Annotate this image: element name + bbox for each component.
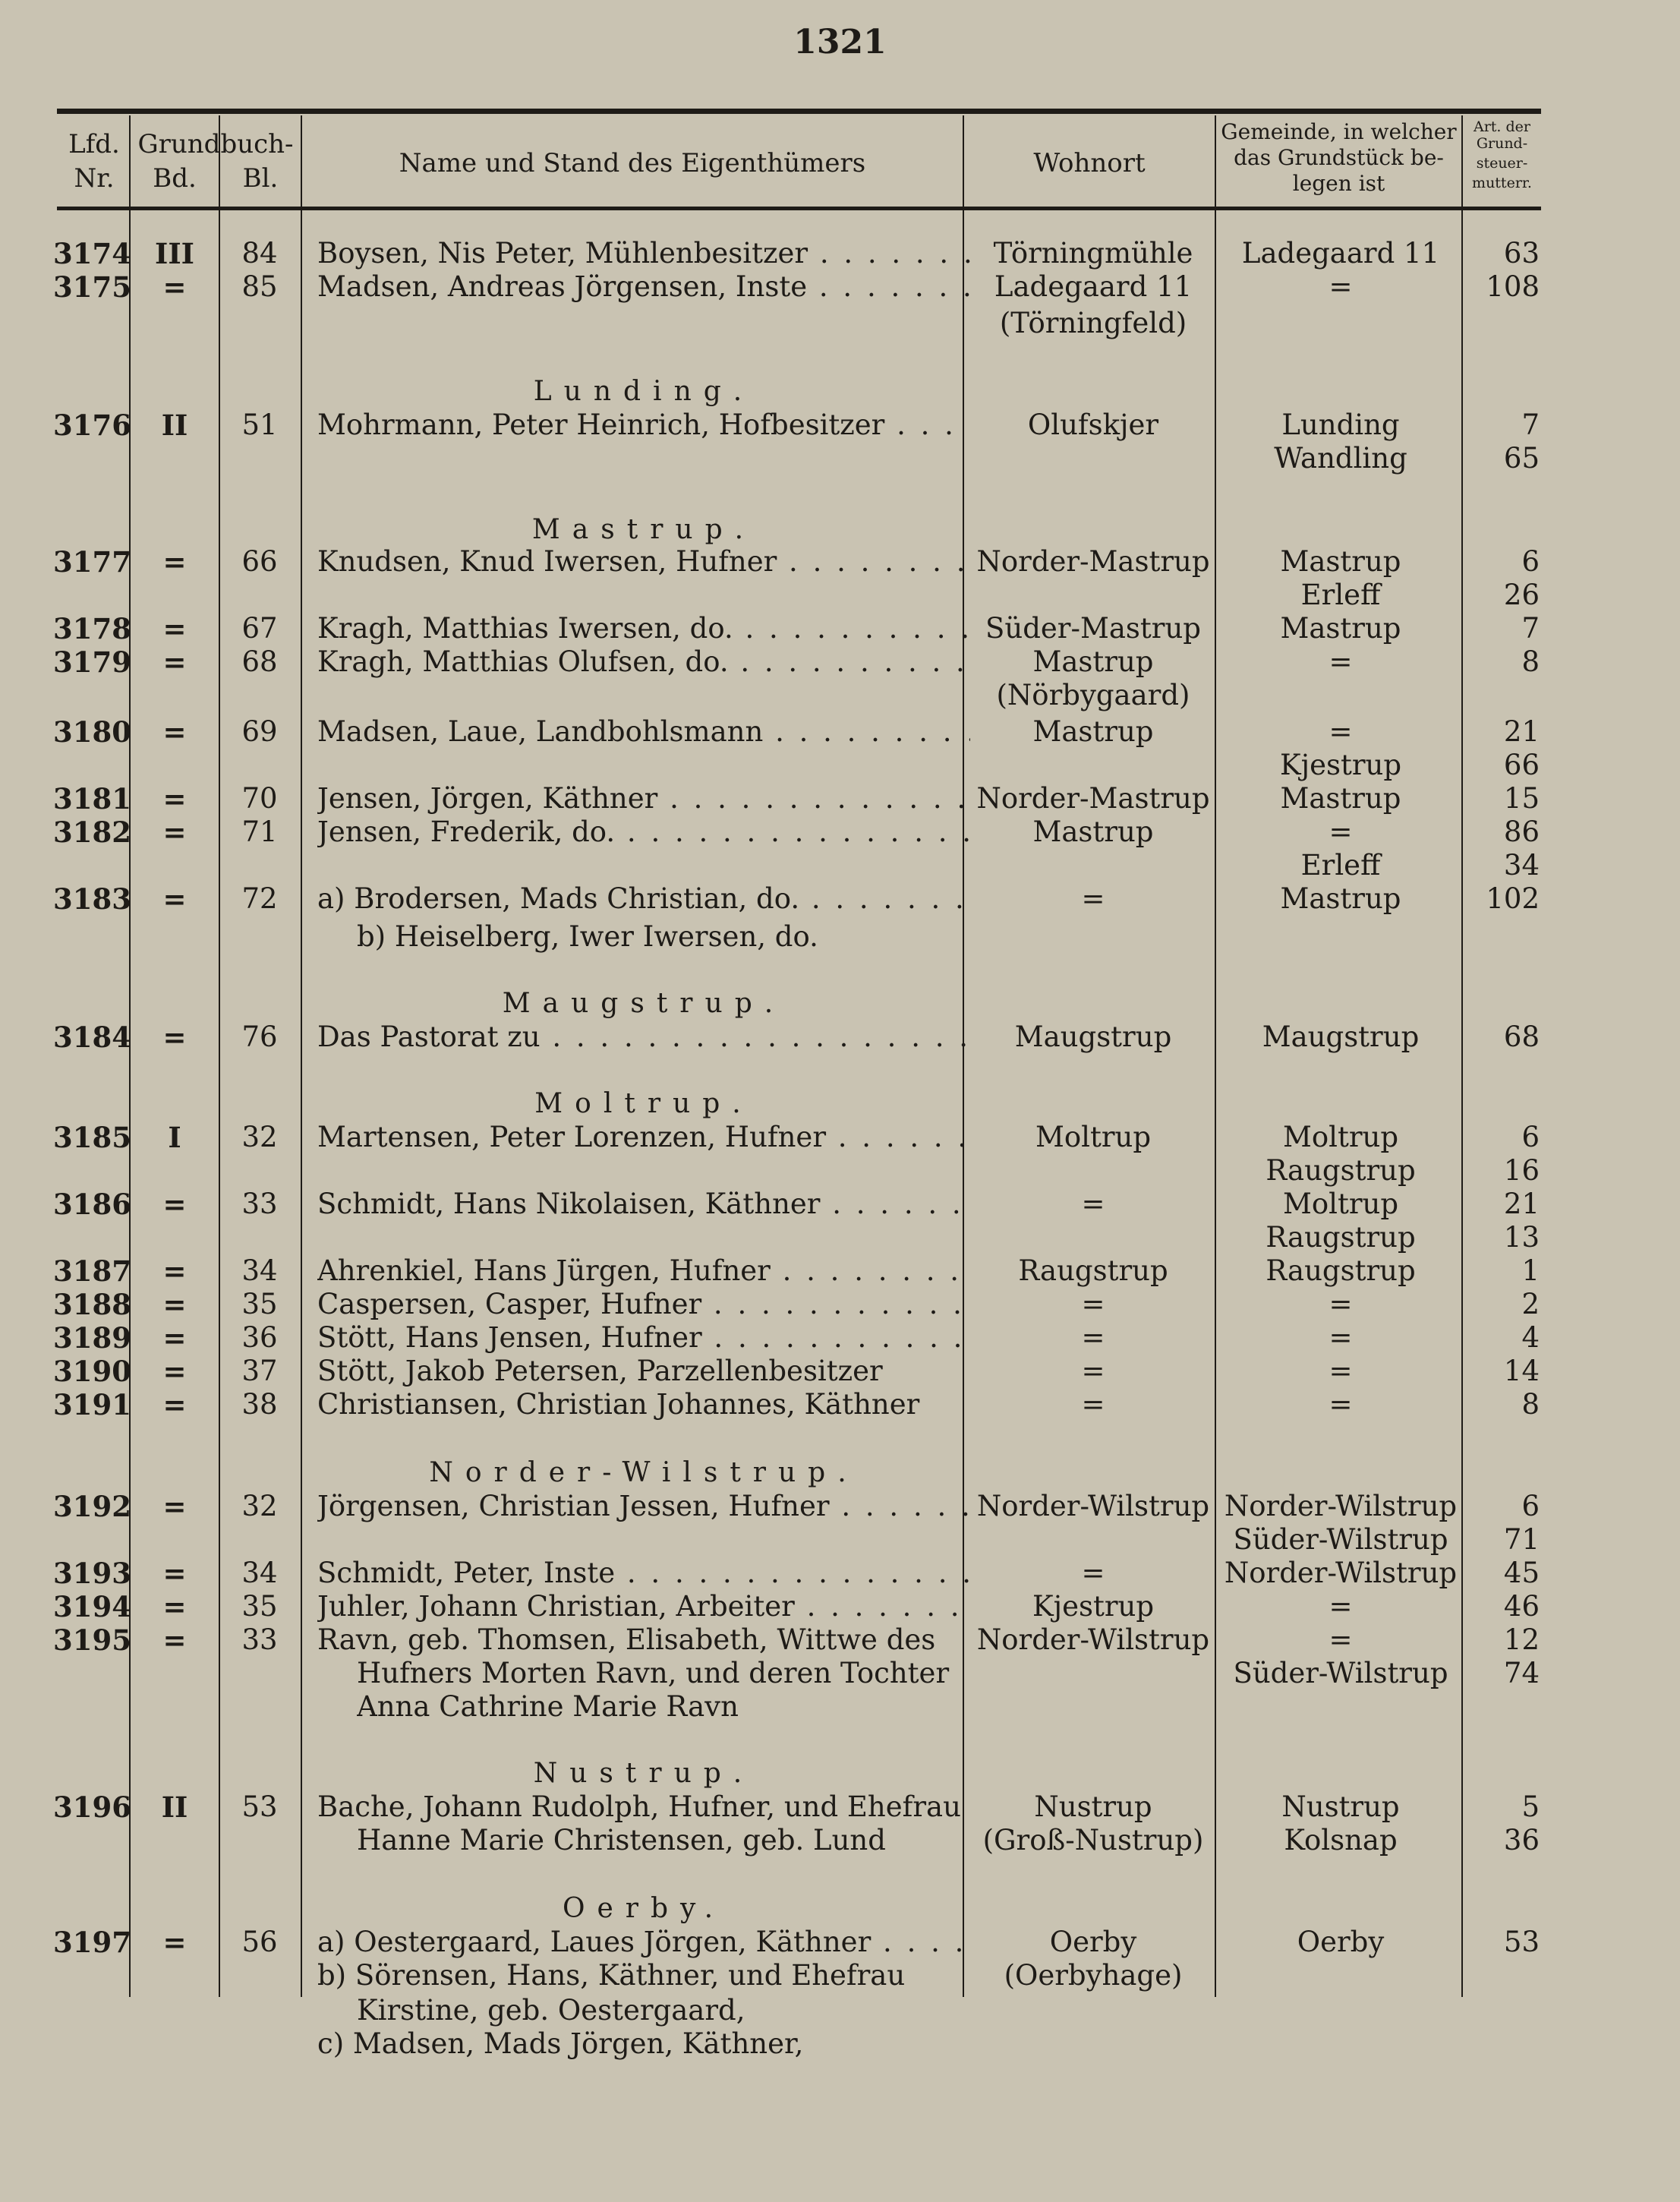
cell-blatt: 35: [241, 1288, 278, 1320]
table-row: [0, 1490, 1680, 1523]
cell-wohnort: =: [1081, 1355, 1105, 1387]
cell-band: =: [162, 612, 187, 645]
cell-artikel: 53: [1503, 1926, 1540, 1958]
cell-gemeinde: Wandling: [1274, 442, 1407, 475]
cell-wohnort: Mastrup: [1032, 815, 1154, 848]
table-row: [0, 307, 1680, 340]
table-row: [0, 545, 1680, 579]
cell-owner-name: Stött, Hans Jensen, Hufner . . .: [317, 1321, 970, 1355]
table-row: [0, 1154, 1680, 1188]
cell-lfd-nr: 3180: [53, 715, 131, 749]
cell-lfd-nr: 3176: [53, 409, 131, 442]
cell-artikel: 66: [1503, 749, 1540, 781]
cell-wohnort: Norder-Wilstrup: [976, 1623, 1210, 1656]
header-gemeinde-line2: das Grundstück be-: [1234, 145, 1444, 170]
cell-gemeinde: =: [1329, 1623, 1353, 1656]
cell-blatt: 35: [241, 1590, 278, 1623]
cell-wohnort: Norder-Wilstrup: [976, 1490, 1210, 1522]
cell-owner-name: Madsen, Laue, Landbohlsmann . . .: [317, 715, 970, 749]
cell-gemeinde: Moltrup: [1282, 1121, 1399, 1153]
cell-gemeinde: =: [1329, 815, 1353, 848]
cell-wohnort: =: [1081, 1188, 1105, 1220]
cell-wohnort: Ladegaard 11: [994, 270, 1193, 303]
cell-artikel: 68: [1503, 1021, 1540, 1053]
cell-gemeinde: Mastrup: [1280, 882, 1401, 915]
cell-band: =: [162, 882, 187, 916]
table-row: [0, 715, 1680, 749]
section-heading: Oerby.: [562, 1893, 726, 1924]
cell-lfd-nr: 3189: [53, 1321, 131, 1355]
cell-wohnort: =: [1081, 1321, 1105, 1354]
table-row: [0, 1557, 1680, 1590]
cell-band: =: [162, 1388, 187, 1421]
cell-gemeinde: =: [1329, 645, 1353, 678]
cell-lfd-nr: 3178: [53, 612, 131, 645]
cell-owner-name: Kirstine, geb. Oestergaard,: [357, 1994, 745, 2027]
cell-gemeinde: Raugstrup: [1266, 1154, 1416, 1187]
cell-blatt: 33: [241, 1188, 278, 1220]
header-bd: Bd.: [153, 163, 197, 194]
cell-gemeinde: =: [1329, 1388, 1353, 1421]
table-row: [0, 1590, 1680, 1623]
cell-blatt: 85: [241, 270, 278, 303]
cell-owner-name: Mohrmann, Peter Heinrich, Hofbesitzer . . .: [317, 409, 970, 442]
table-row: [0, 645, 1680, 679]
cell-gemeinde: =: [1329, 1355, 1353, 1387]
cell-artikel: 108: [1486, 270, 1540, 303]
cell-artikel: 5: [1521, 1790, 1540, 1823]
cell-gemeinde: Erleff: [1300, 579, 1381, 611]
table-row: [0, 1355, 1680, 1388]
cell-band: =: [162, 1355, 187, 1388]
cell-wohnort: Kjestrup: [1032, 1590, 1155, 1623]
table-row: [0, 749, 1680, 782]
cell-artikel: 6: [1521, 1121, 1540, 1153]
table-row: [0, 1690, 1680, 1724]
cell-band: =: [162, 270, 187, 304]
cell-artikel: 21: [1503, 1188, 1540, 1220]
cell-wohnort: Norder-Mastrup: [976, 545, 1210, 578]
cell-gemeinde: Mastrup: [1280, 612, 1401, 645]
cell-owner-name: c) Madsen, Mads Jörgen, Käthner,: [317, 2027, 804, 2060]
cell-band: I: [168, 1121, 181, 1154]
cell-owner-name: Jensen, Frederik, do. . . .: [317, 815, 970, 849]
cell-artikel: 34: [1503, 849, 1540, 882]
cell-artikel: 45: [1503, 1557, 1540, 1589]
cell-gemeinde: Lunding: [1281, 409, 1400, 441]
header-nr: Nr.: [74, 163, 115, 194]
cell-artikel: 12: [1503, 1623, 1540, 1656]
cell-artikel: 4: [1521, 1321, 1540, 1354]
table-row: [0, 1188, 1680, 1221]
header-art-line1: Art. der: [1473, 118, 1530, 135]
cell-band: =: [162, 1623, 187, 1657]
cell-band: =: [162, 782, 187, 815]
cell-owner-name: Madsen, Andreas Jörgensen, Inste . . .: [317, 270, 970, 304]
cell-artikel: 63: [1503, 237, 1540, 270]
cell-blatt: 36: [241, 1321, 278, 1354]
cell-blatt: 71: [241, 815, 278, 848]
section-heading-row: [0, 1757, 1680, 1790]
table-row: [0, 920, 1680, 954]
section-heading: Lunding.: [533, 376, 755, 407]
section-heading: Mastrup.: [531, 514, 756, 545]
cell-blatt: 66: [241, 545, 278, 578]
cell-artikel: 8: [1521, 1388, 1540, 1421]
cell-lfd-nr: 3192: [53, 1490, 131, 1523]
cell-wohnort: Oerby: [1049, 1926, 1137, 1958]
section-heading-row: [0, 513, 1680, 547]
cell-wohnort: Törningmühle: [993, 237, 1193, 270]
cell-owner-name: Anna Cathrine Marie Ravn: [357, 1690, 739, 1723]
cell-wohnort: (Törningfeld): [999, 307, 1187, 339]
cell-blatt: 53: [241, 1790, 278, 1823]
cell-lfd-nr: 3194: [53, 1590, 131, 1623]
cell-blatt: 76: [241, 1021, 278, 1053]
cell-gemeinde: Süder-Wilstrup: [1233, 1657, 1448, 1689]
cell-wohnort: Mastrup: [1032, 715, 1154, 748]
table-row: [0, 1321, 1680, 1355]
table-row: [0, 409, 1680, 442]
cell-lfd-nr: 3195: [53, 1623, 131, 1657]
cell-artikel: 26: [1503, 579, 1540, 611]
section-heading: Moltrup.: [534, 1088, 753, 1119]
table-row: [0, 237, 1680, 270]
cell-band: II: [161, 1790, 188, 1824]
table-row: [0, 1254, 1680, 1288]
header-wohnort: Wohnort: [1033, 148, 1146, 178]
cell-owner-name: Schmidt, Hans Nikolaisen, Käthner . . .: [317, 1188, 970, 1221]
cell-owner-name: a) Brodersen, Mads Christian, do. . . .: [317, 882, 970, 916]
section-heading-row: [0, 1087, 1680, 1121]
table-row: [0, 1221, 1680, 1254]
cell-owner-name: Kragh, Matthias Iwersen, do. . . .: [317, 612, 970, 645]
cell-artikel: 16: [1503, 1154, 1540, 1187]
table-row: [0, 1388, 1680, 1421]
cell-wohnort: Raugstrup: [1018, 1254, 1168, 1287]
cell-wohnort: Nustrup: [1034, 1790, 1152, 1823]
table-row: [0, 1959, 1680, 1992]
cell-gemeinde: Kjestrup: [1279, 749, 1402, 781]
cell-artikel: 14: [1503, 1355, 1540, 1387]
table-row: [0, 1824, 1680, 1857]
cell-lfd-nr: 3174: [53, 237, 131, 270]
cell-lfd-nr: 3177: [53, 545, 131, 579]
cell-blatt: 37: [241, 1355, 278, 1387]
cell-lfd-nr: 3179: [53, 645, 131, 679]
table-row: [0, 442, 1680, 475]
cell-blatt: 69: [241, 715, 278, 748]
table-row: [0, 1523, 1680, 1557]
cell-wohnort: =: [1081, 1288, 1105, 1320]
cell-owner-name: Martensen, Peter Lorenzen, Hufner . . .: [317, 1121, 970, 1154]
cell-artikel: 65: [1503, 442, 1540, 475]
cell-lfd-nr: 3188: [53, 1288, 131, 1321]
cell-artikel: 15: [1503, 782, 1540, 815]
table-row: [0, 882, 1680, 916]
cell-band: =: [162, 1557, 187, 1590]
cell-gemeinde: Raugstrup: [1266, 1254, 1416, 1287]
cell-wohnort: Süder-Mastrup: [985, 612, 1201, 645]
cell-owner-name: Christiansen, Christian Johannes, Käthner: [317, 1388, 920, 1421]
cell-lfd-nr: 3182: [53, 815, 131, 849]
cell-gemeinde: =: [1329, 1590, 1353, 1623]
cell-owner-name: Hanne Marie Christensen, geb. Lund: [357, 1824, 886, 1857]
cell-blatt: 70: [241, 782, 278, 815]
cell-gemeinde: =: [1329, 1321, 1353, 1354]
header-art-line3: steuer-: [1476, 155, 1528, 172]
cell-lfd-nr: 3181: [53, 782, 131, 815]
cell-band: =: [162, 715, 187, 749]
cell-gemeinde: Raugstrup: [1266, 1221, 1416, 1254]
cell-artikel: 8: [1521, 645, 1540, 678]
cell-gemeinde: =: [1329, 715, 1353, 748]
cell-blatt: 34: [241, 1254, 278, 1287]
cell-wohnort: (Oerbyhage): [1004, 1959, 1183, 1992]
header-grundbuch: Grundbuch-: [137, 129, 294, 159]
cell-owner-name: b) Heiselberg, Iwer Iwersen, do.: [357, 920, 818, 953]
table-row: [0, 1121, 1680, 1154]
cell-gemeinde: Nustrup: [1281, 1790, 1400, 1823]
cell-artikel: 2: [1521, 1288, 1540, 1320]
cell-gemeinde: Oerby: [1297, 1926, 1385, 1958]
cell-band: =: [162, 1490, 187, 1523]
cell-blatt: 68: [241, 645, 278, 678]
cell-blatt: 56: [241, 1926, 278, 1958]
cell-owner-name: Caspersen, Casper, Hufner . . .: [317, 1288, 970, 1321]
header-gemeinde-line3: legen ist: [1292, 171, 1385, 196]
cell-lfd-nr: 3175: [53, 270, 131, 304]
cell-blatt: 84: [241, 237, 278, 270]
cell-owner-name: b) Sörensen, Hans, Käthner, und Ehefrau: [317, 1959, 906, 1992]
cell-owner-name: Knudsen, Knud Iwersen, Hufner . . .: [317, 545, 970, 579]
cell-gemeinde: Mastrup: [1280, 782, 1401, 815]
cell-gemeinde: Ladegaard 11: [1241, 237, 1440, 270]
header-lfd: Lfd.: [68, 129, 120, 159]
cell-band: =: [162, 1288, 187, 1321]
cell-owner-name: Schmidt, Peter, Inste . . .: [317, 1557, 970, 1590]
table-row: [0, 1790, 1680, 1824]
cell-band: =: [162, 1188, 187, 1221]
cell-wohnort: Mastrup: [1032, 645, 1154, 678]
cell-blatt: 51: [241, 409, 278, 441]
cell-wohnort: =: [1081, 882, 1105, 915]
cell-blatt: 72: [241, 882, 278, 915]
cell-owner-name: Jörgensen, Christian Jessen, Hufner . . .: [317, 1490, 970, 1523]
cell-band: =: [162, 1021, 187, 1054]
cell-artikel: 6: [1521, 1490, 1540, 1522]
cell-artikel: 46: [1503, 1590, 1540, 1623]
cell-band: =: [162, 815, 187, 849]
cell-gemeinde: =: [1329, 1288, 1353, 1320]
cell-blatt: 34: [241, 1557, 278, 1589]
cell-blatt: 67: [241, 612, 278, 645]
section-heading-row: [0, 987, 1680, 1021]
table-row: [0, 1657, 1680, 1690]
cell-lfd-nr: 3193: [53, 1557, 131, 1590]
cell-artikel: 7: [1521, 409, 1540, 441]
table-row: [0, 679, 1680, 712]
cell-owner-name: Jensen, Jörgen, Käthner . . .: [317, 782, 970, 815]
cell-gemeinde: Maugstrup: [1262, 1021, 1420, 1053]
cell-blatt: 32: [241, 1121, 278, 1153]
cell-artikel: 86: [1503, 815, 1540, 848]
cell-gemeinde: Kolsnap: [1284, 1824, 1398, 1857]
table-row: [0, 782, 1680, 815]
cell-artikel: 1: [1521, 1254, 1540, 1287]
cell-owner-name: Das Pastorat zu . . .: [317, 1021, 970, 1054]
cell-band: =: [162, 1321, 187, 1355]
cell-wohnort: Olufskjer: [1027, 409, 1159, 441]
cell-wohnort: (Groß-Nustrup): [982, 1824, 1204, 1857]
table-row: [0, 1021, 1680, 1054]
cell-wohnort: Maugstrup: [1014, 1021, 1172, 1053]
cell-lfd-nr: 3184: [53, 1021, 131, 1054]
cell-gemeinde: Norder-Wilstrup: [1224, 1557, 1458, 1589]
cell-blatt: 32: [241, 1490, 278, 1522]
cell-band: =: [162, 1590, 187, 1623]
cell-blatt: 33: [241, 1623, 278, 1656]
header-art-line4: mutterr.: [1472, 175, 1532, 191]
header-bl: Bl.: [242, 163, 279, 194]
cell-wohnort: (Nörbygaard): [996, 679, 1190, 711]
header-name: Name und Stand des Eigenthümers: [399, 148, 866, 178]
section-heading-row: [0, 375, 1680, 409]
cell-blatt: 38: [241, 1388, 278, 1421]
cell-owner-name: Ravn, geb. Thomsen, Elisabeth, Wittwe des: [317, 1623, 936, 1656]
cell-gemeinde: =: [1329, 270, 1353, 303]
cell-lfd-nr: 3191: [53, 1388, 131, 1421]
cell-gemeinde: Mastrup: [1280, 545, 1401, 578]
table-row: [0, 1926, 1680, 1959]
cell-artikel: 102: [1486, 882, 1540, 915]
cell-lfd-nr: 3183: [53, 882, 131, 916]
cell-artikel: 74: [1503, 1657, 1540, 1689]
cell-lfd-nr: 3197: [53, 1926, 131, 1959]
header-art-line2: Grund-: [1476, 135, 1528, 152]
cell-owner-name: Stött, Jakob Petersen, Parzellenbesitzer: [317, 1355, 883, 1387]
cell-owner-name: a) Oestergaard, Laues Jörgen, Käthner . . .: [317, 1926, 970, 1959]
cell-wohnort: Norder-Mastrup: [976, 782, 1210, 815]
cell-gemeinde: Norder-Wilstrup: [1224, 1490, 1458, 1522]
cell-wohnort: =: [1081, 1388, 1105, 1421]
section-heading-row: [0, 1456, 1680, 1490]
table-row: [0, 849, 1680, 882]
cell-owner-name: Juhler, Johann Christian, Arbeiter . . .: [317, 1590, 970, 1623]
cell-lfd-nr: 3187: [53, 1254, 131, 1288]
cell-band: III: [155, 237, 194, 270]
cell-owner-name: Hufners Morten Ravn, und deren Tochter: [357, 1657, 950, 1689]
cell-artikel: 6: [1521, 545, 1540, 578]
table-row: [0, 579, 1680, 612]
cell-artikel: 71: [1503, 1523, 1540, 1556]
cell-artikel: 21: [1503, 715, 1540, 748]
cell-owner-name: Boysen, Nis Peter, Mühlenbesitzer . . .: [317, 237, 970, 270]
section-heading-row: [0, 1892, 1680, 1926]
cell-gemeinde: Erleff: [1300, 849, 1381, 882]
cell-gemeinde: Süder-Wilstrup: [1233, 1523, 1448, 1556]
table-row: [0, 815, 1680, 849]
section-heading: Nustrup.: [533, 1758, 755, 1789]
cell-band: =: [162, 1926, 187, 1959]
cell-owner-name: Ahrenkiel, Hans Jürgen, Hufner . . .: [317, 1254, 970, 1288]
cell-gemeinde: Moltrup: [1282, 1188, 1399, 1220]
section-heading: Norder-Wilstrup.: [429, 1457, 859, 1488]
table-row: [0, 2027, 1680, 2061]
cell-lfd-nr: 3196: [53, 1790, 131, 1824]
cell-owner-name: Bache, Johann Rudolph, Hufner, und Ehefrau: [317, 1790, 961, 1823]
cell-artikel: 36: [1503, 1824, 1540, 1857]
cell-wohnort: =: [1081, 1557, 1105, 1589]
cell-lfd-nr: 3190: [53, 1355, 131, 1388]
page-number: 1321: [793, 23, 887, 62]
table-row: [0, 1994, 1680, 2027]
table-row: [0, 612, 1680, 645]
cell-wohnort: Moltrup: [1035, 1121, 1152, 1153]
table-row: [0, 1623, 1680, 1657]
table-row: [0, 1288, 1680, 1321]
section-heading: Maugstrup.: [502, 988, 786, 1019]
cell-lfd-nr: 3185: [53, 1121, 131, 1154]
table-row: [0, 270, 1680, 304]
cell-lfd-nr: 3186: [53, 1188, 131, 1221]
cell-band: II: [161, 409, 188, 442]
cell-band: =: [162, 1254, 187, 1288]
cell-artikel: 13: [1503, 1221, 1540, 1254]
cell-owner-name: Kragh, Matthias Olufsen, do. . . .: [317, 645, 970, 679]
cell-band: =: [162, 545, 187, 579]
cell-artikel: 7: [1521, 612, 1540, 645]
header-gemeinde-line1: Gemeinde, in welcher: [1221, 119, 1457, 144]
cell-band: =: [162, 645, 187, 679]
